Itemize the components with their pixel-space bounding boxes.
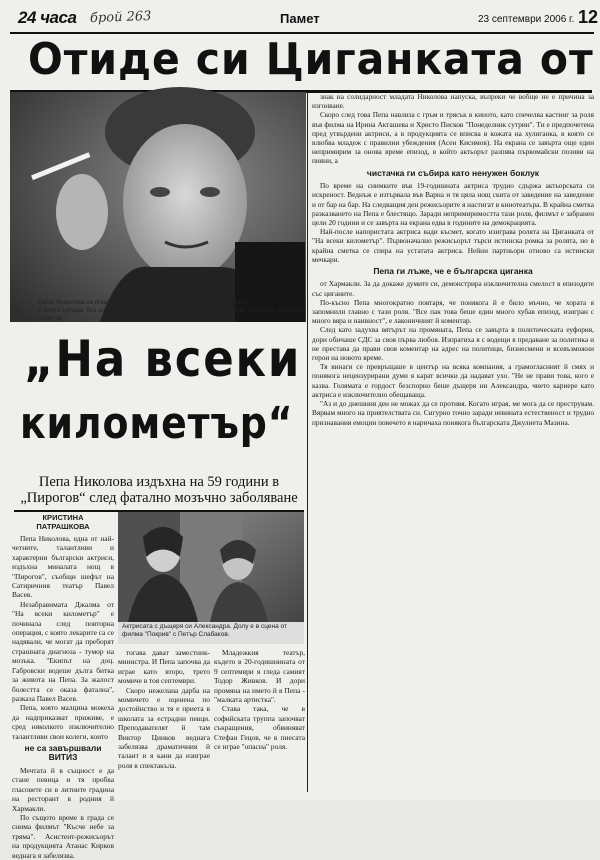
paragraph: По-късно Пепа многократно повтаря, че понякога й е било мъчно, че хората я запомнили главно с тази роля. "Все пак това беше един много хубав епизод, изигран с много вяра и наивност", е лаконичният й коментар. [312, 297, 594, 326]
paragraph: След като задухва вятърът на промяната, Пепа се завърта в политическата еуфория, дори обичаше СДС за своя първа любов. Изпратиха я с водещи в предаване за политика и не престава да прави своя коментар на адрес на политици, бизнесмени и всевъзможни герои на новото време. [312, 325, 594, 363]
paragraph: от Хармакли. За да докаже думите си, демонстрира изключителна смелост в епизодите със циганите. [312, 279, 594, 298]
paragraph: Става така, че в софийската труппа започват съкращения, обвиняват Стефан Гецов, че в пиесата се играе "опасна" роля. [214, 704, 305, 752]
portrait-photo [10, 92, 306, 322]
article-column-3 [214, 648, 305, 796]
banner-headline [10, 34, 592, 93]
paragraph: "Аз и до днешния ден не можах да се противя. Когато играя, ме мога да се преструвам. Вярвам много на приятелствата си. Сигурно точно заради невината естественост и трудно признавания емоции повечето я наричаха понякога българската Джулиета Мазина. [312, 399, 594, 427]
section-name: Памет [280, 11, 320, 26]
headline-line-2: километър“ [20, 398, 294, 449]
article-column-1 [12, 513, 114, 860]
byline [12, 514, 114, 531]
article-column-right [312, 92, 594, 796]
paragraph: По същото време в града се снима филмът "Късче небе за тряма". Асистент-режисьорът на продукцията Атанас Кирков веднага я забелязва. [12, 812, 114, 860]
paragraph: тогава дават заместник-министра. И Пепа започва да играе като второ, трето момиче в тоя септември. [118, 648, 210, 686]
paragraph: Незабравимата Джалма от "На всеки километър" е починала след повторна операция, с която лекарите са се надявали, че могат да преборят страшната диагноза - тумор на мозъка. "Екипът на доц. Габровски водеше дълга битка за живота на Пепа. За жалост болестта се оказа фатална", разказа Павел Васев. [12, 599, 114, 703]
portrait-photo-image [10, 92, 306, 322]
byline-surname: ПАТРАШКОВА [36, 521, 90, 531]
paragraph: Младежкия театър, където в 20-годишнината от 9 септември я гледа самият Тодор Живков. И дори промяна на името й в Пепа - "малката артистка". [214, 648, 305, 705]
handwritten-note: брой 263 [89, 8, 152, 27]
main-headline [10, 330, 308, 472]
issue-date: 23 септември 2006 г. [478, 14, 575, 25]
family-photo-caption: Актрисата с дъщеря си Александра. Долу е в сцена от филма "Покрив" с Петър Слабаков. [122, 623, 287, 638]
article-column-2 [118, 648, 210, 796]
paragraph: Пепа, която малцина можеха да надприказват приживе, е сред няколкото изключително талантливи свои колеги, които [12, 703, 114, 741]
subheading: чистачка ги събира като ненужен боклук [366, 167, 540, 178]
family-photo [118, 512, 304, 644]
paragraph: Тя винаги се превръщаше в център на всяка компания, а грамогласният й смях и понякога нецензурирани думи я карат всички да надават ухо. "Не не прави това, кого е казва. Голямата е гордост безспорно беше дъщеря ни Александра, чието кариере като актриса е изключително обещаваща. [312, 362, 594, 399]
portrait-caption: Пепа Николова се пошегува, че голямата й роля е била на цигарката с много цигари, без значение дали коментира постановка или някой политик. [38, 299, 248, 322]
paragraph: Скоро след това Пепа навлиза с гръм и трясък в киното, като спечелва кастинг за роля във филма на Ирина Акташева и Христо Писков "Понеделник сутрин". Ти е предпочетена пред утвърдени актриси, а в продукцията се вписва в кожата на хулиганка, в която се влюбва младеж с правилни убеждения (Асен Кисимов). На екрана се завърта още един непримирим за онова време епизод, в който актьорът разпява първомайски позиви на пияни, а [312, 110, 594, 166]
subheading: не са завършвали ВИТИЗ [24, 742, 102, 763]
newspaper-logo: 24 часа [18, 8, 77, 27]
subheadline: Пепа Николова издъхна на 59 години в „Пирогов“ след фатално мозъчно заболяване [14, 474, 304, 512]
paragraph: Скоро нежелана дарба на момичето е оценена по достойнство и тя е приета в школата за естрадни певци. Преподавателят й там Виктор Цинков веднага забелязва драматичния й талант и я кани да изиграе роля в спектакъла. [118, 685, 210, 770]
page-header [10, 6, 599, 34]
paragraph: знак на солидарност младата Николова напуска, въпреки че вобще не е причина за изгонване. [312, 92, 594, 111]
banner-text: Отиде си Циганката от [28, 34, 594, 85]
paragraph: По време на снимките във 19-годишната актриса трудно сдържа актьорската си искреност. Веднъж е изтървала във Варна и тя цяла нощ скита от заведение на заведение и от бар на бар. На следващия ден режисьорите я настигат в кинотеатъра. В крайна сметка разказването на Пепа е блестящо. Заради непримиримостта тази роля, филмът е забранен цели 20 години и се завърта на екрана едва в годините на демокрацията. [312, 181, 594, 227]
headline-line-1: „На всеки [24, 330, 302, 388]
byline-name: КРИСТИНА [42, 513, 84, 522]
paragraph: Пепа Николова, една от най-четните, талантливи и характерни български актриси, издъхна миналата нощ в "Пирогов", съобщи шефът на Сатиричния театър Павел Васев. [12, 534, 114, 600]
subheading: Пепа ги лъже, че е българска циганка [373, 265, 533, 276]
photo-credit: СНИМКИ: "24 ЧАСА" [250, 308, 303, 314]
paragraph: Най-после напористата актриса вади късмет, когато изиграва ролята на Циганката от "На всеки километър". Първоначално режисьорът търси истинска ромка за ролята, но в крайна сметка се спира на устатата актриса. Нейни партньори отново са истински мечкари. [312, 227, 594, 264]
paragraph: Мечтата й в същност е да стане певица и тя пробва гласовете си в литните градина на ресторант в родния й Хармакли. [12, 765, 114, 813]
page-number: 12 [578, 7, 599, 27]
